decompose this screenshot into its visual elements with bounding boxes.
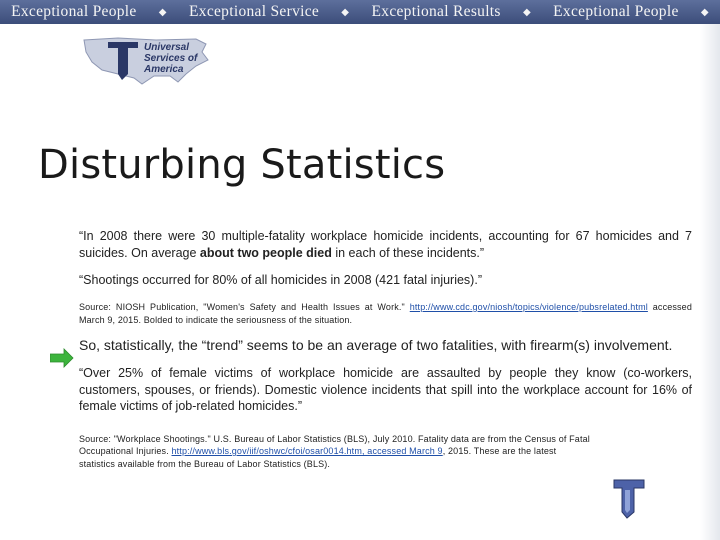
green-arrow-icon — [50, 348, 74, 368]
slide-content — [79, 228, 692, 470]
quote-female-victims: “Over 25% of female victims of workplace homicide are assaulted by people they know (co-workers, customers, spouses, or friends). Domestic violence incidents that spill into the workplace account for 16% of female victims of job-related homicides.” — [79, 366, 692, 413]
quote1-text-after: in each of these incidents.” — [331, 246, 485, 260]
source1-text-before: Source: NIOSH Publication, "Women's Safety and Health Issues at Work." — [79, 302, 410, 312]
logo-line-1: Universal — [144, 42, 190, 53]
source1-link[interactable]: http://www.cdc.gov/niosh/topics/violence/pubsrelated.html — [409, 302, 648, 312]
page-title: Disturbing Statistics — [38, 142, 446, 188]
source-bls — [79, 433, 591, 471]
quote-homicide-incidents — [79, 228, 692, 262]
source2-link[interactable]: http://www.bls.gov/iif/oshwc/cfoi/osar0014.htm, accessed March 9 — [171, 446, 443, 456]
banner-item-2: Exceptional Service — [189, 3, 320, 20]
banner-item-4: Exceptional People — [553, 3, 679, 20]
logo-line-2: Services of — [144, 53, 198, 64]
source-niosh — [79, 301, 692, 326]
banner-item-1: Exceptional People — [11, 3, 137, 20]
conclusion-text: So, statistically, the “trend” seems to be an average of two fatalities, with firearm(s) involvement. — [79, 337, 673, 353]
banner-separator-2: ◆ — [341, 6, 350, 18]
source2-text-after: , 2015. These are the latest statistics available from the Bureau of Labor Statistics (BLS). — [79, 446, 557, 469]
right-edge-shadow — [700, 24, 720, 540]
banner-separator-4: ◆ — [700, 6, 709, 18]
banner-separator-1: ◆ — [158, 6, 167, 18]
source1-text-after: accessed March 9, 2015. Bolded to indicate the seriousness of the situation. — [79, 302, 692, 325]
header-banner — [0, 0, 720, 24]
logo-line-3: America — [144, 64, 184, 75]
usa-logo-mark-icon — [600, 476, 656, 520]
banner-item-3: Exceptional Results — [371, 3, 501, 20]
logo-text — [144, 42, 197, 75]
company-logo — [78, 30, 228, 90]
banner-separator-3: ◆ — [522, 6, 531, 18]
quote-shootings: “Shootings occurred for 80% of all homicides in 2008 (421 fatal injuries).” — [79, 273, 482, 287]
quote1-bold-text: about two people died — [199, 246, 332, 260]
source2-text-before: Source: "Workplace Shootings." U.S. Bureau of Labor Statistics (BLS), July 2010. Fatality data are from the Census of Fatal Occupational Injuries. — [79, 433, 590, 456]
quote1-text-before: “In 2008 there were 30 multiple-fatality workplace homicide incidents, accounting for 67 homicides and 7 suicides. On average — [79, 229, 692, 260]
